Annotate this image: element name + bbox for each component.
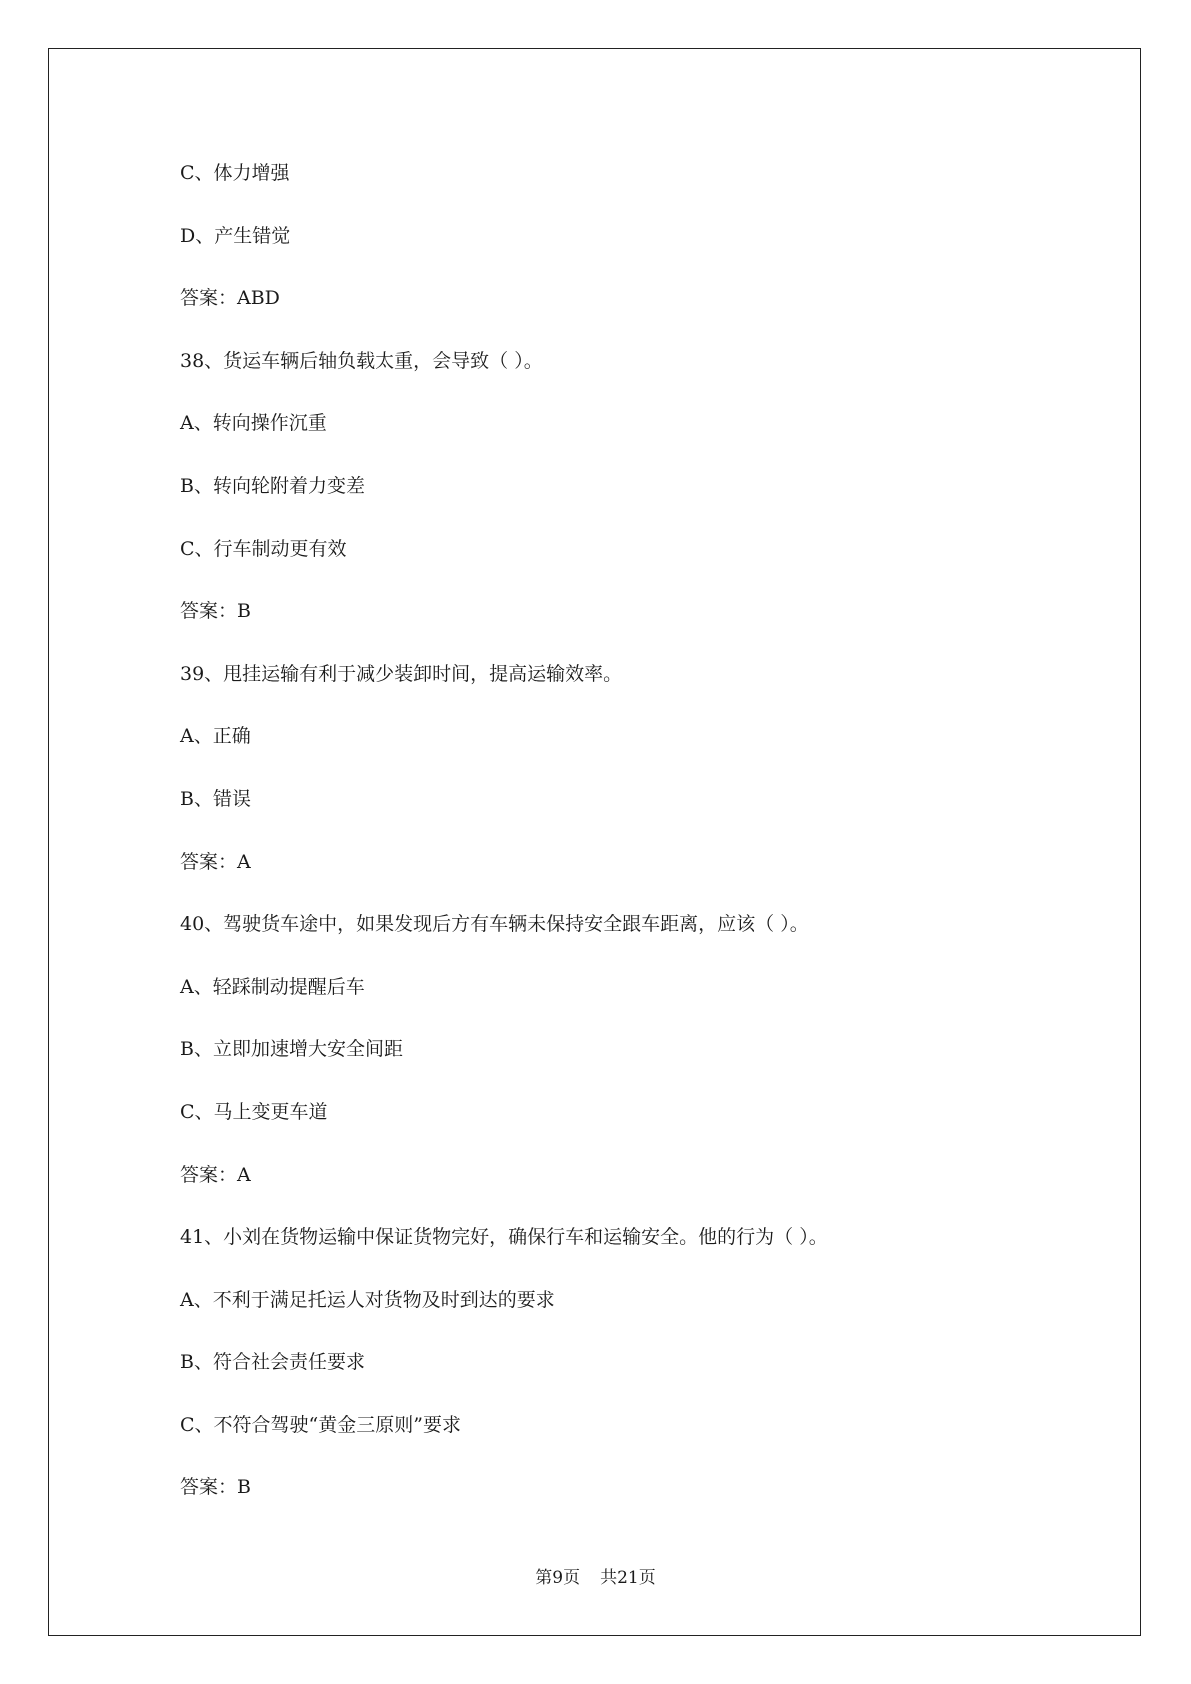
option-c-q37: C、体力增强	[180, 162, 290, 184]
option-b-q39: B、错误	[180, 787, 251, 810]
option-a-q38: A、转向操作沉重	[180, 412, 327, 435]
option-b-q40: B、立即加速增大安全间距	[180, 1038, 403, 1061]
option-a-q39: A、正确	[180, 725, 251, 748]
answer-q39: 答案：A	[180, 850, 251, 873]
option-b-q41: B、符合社会责任要求	[180, 1351, 365, 1374]
answer-q41: 答案：B	[180, 1476, 251, 1499]
option-c-q41: C、不符合驾驶“黄金三原则”要求	[180, 1413, 461, 1436]
option-a-q40: A、轻踩制动提醒后车	[180, 975, 365, 998]
answer-q37: 答案：ABD	[180, 287, 280, 310]
option-b-q38: B、转向轮附着力变差	[180, 474, 365, 497]
question-39: 39、甩挂运输有利于减少装卸时间，提高运输效率。	[180, 662, 623, 685]
answer-q40: 答案：A	[180, 1163, 251, 1186]
option-c-q38: C、行车制动更有效	[180, 537, 347, 560]
question-41: 41、小刘在货物运输中保证货物完好，确保行车和运输安全。他的行为（ ）。	[180, 1226, 828, 1249]
document-body	[180, 158, 1080, 1535]
question-40: 40、驾驶货车途中，如果发现后方有车辆未保持安全跟车距离，应该（ ）。	[180, 913, 809, 936]
option-d-q37: D、产生错觉	[180, 224, 291, 247]
answer-q38: 答案：B	[180, 600, 251, 623]
page-total: 共21页	[600, 1568, 656, 1588]
option-a-q41: A、不利于满足托运人对货物及时到达的要求	[180, 1288, 555, 1311]
option-c-q40: C、马上变更车道	[180, 1100, 328, 1123]
question-38: 38、货运车辆后轴负载太重，会导致（ ）。	[180, 349, 543, 372]
page-footer	[0, 1567, 1191, 1589]
page-number: 第9页	[535, 1568, 581, 1588]
